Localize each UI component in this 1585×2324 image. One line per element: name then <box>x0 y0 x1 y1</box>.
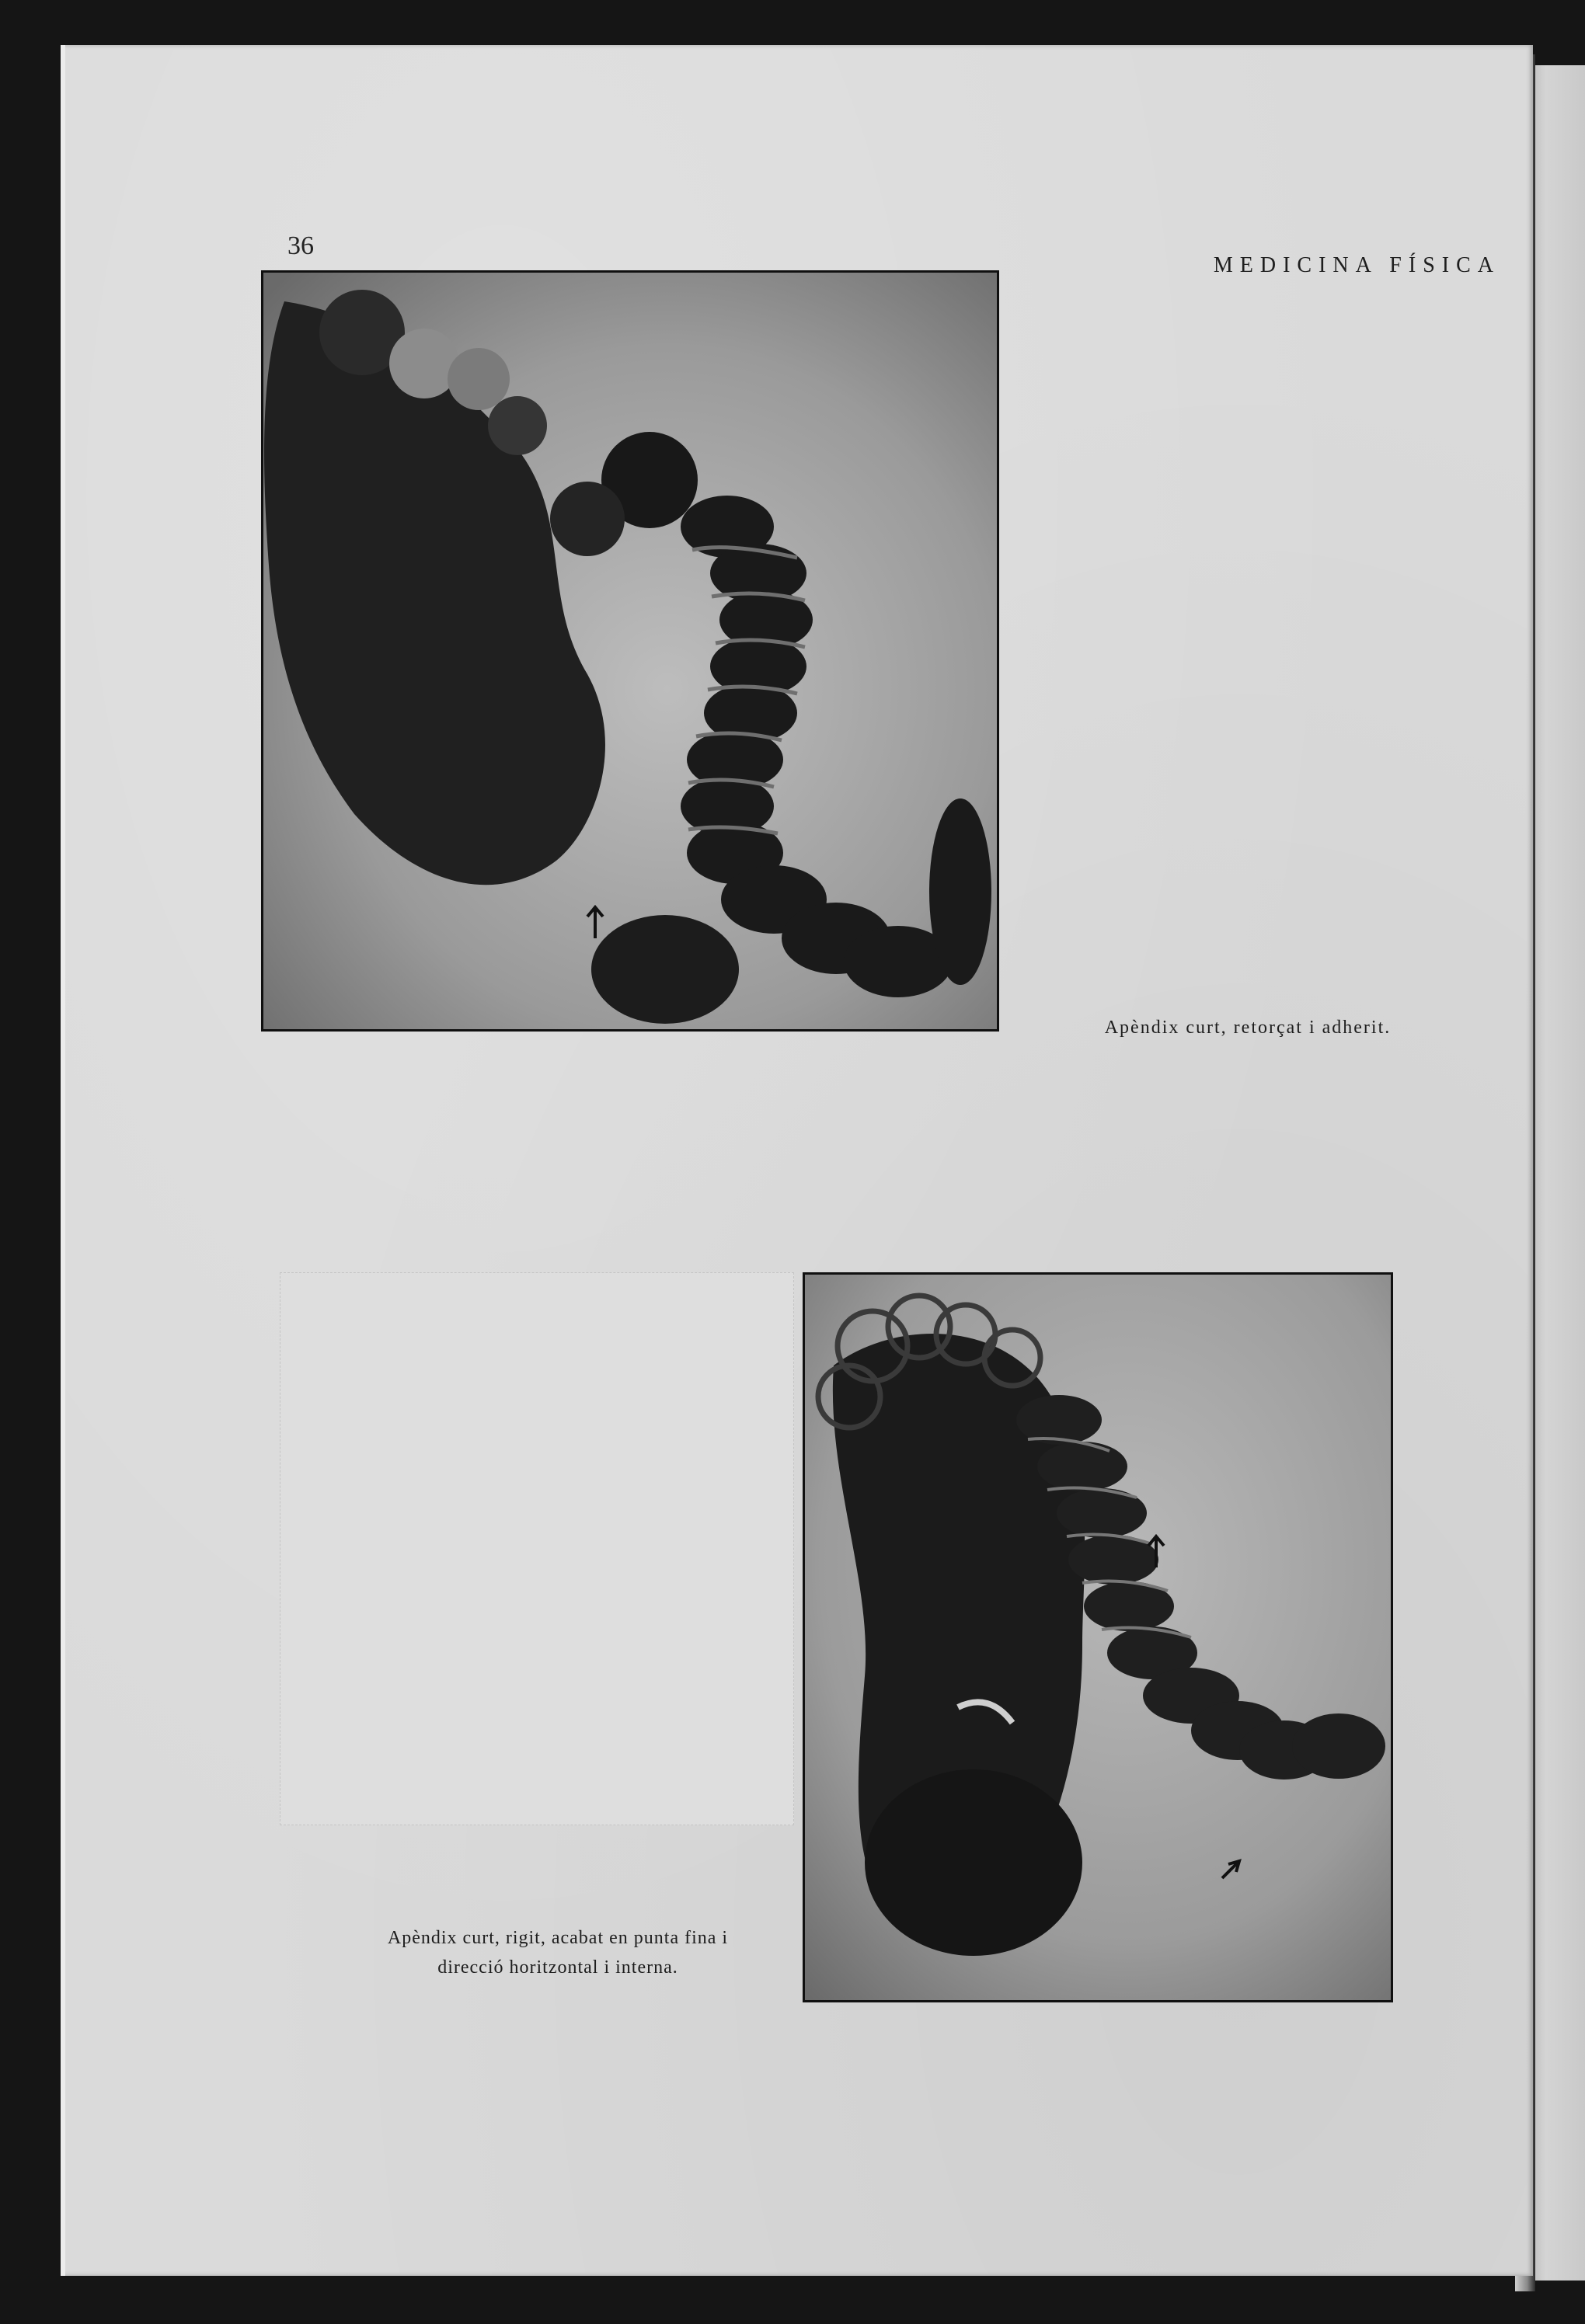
document-page <box>61 45 1533 2276</box>
figure-2-caption <box>333 1923 783 1982</box>
blank-overlay-panel <box>280 1272 794 1825</box>
figure-2-caption-line-1: Apèndix curt, rigit, acabat en punta fina i <box>387 1928 729 1948</box>
figure-2-caption-line-2: direcció horitzontal i interna. <box>437 1957 678 1978</box>
figure-2-radiograph <box>803 1272 1393 2002</box>
page-number: 36 <box>287 231 314 260</box>
facing-page-edge <box>1529 65 1585 2281</box>
figure-1-caption: Apèndix curt, retorçat i adherit. <box>1104 1018 1392 1038</box>
figure-1-radiograph <box>261 270 999 1032</box>
running-head: MEDICINA FÍSICA <box>1213 253 1500 277</box>
